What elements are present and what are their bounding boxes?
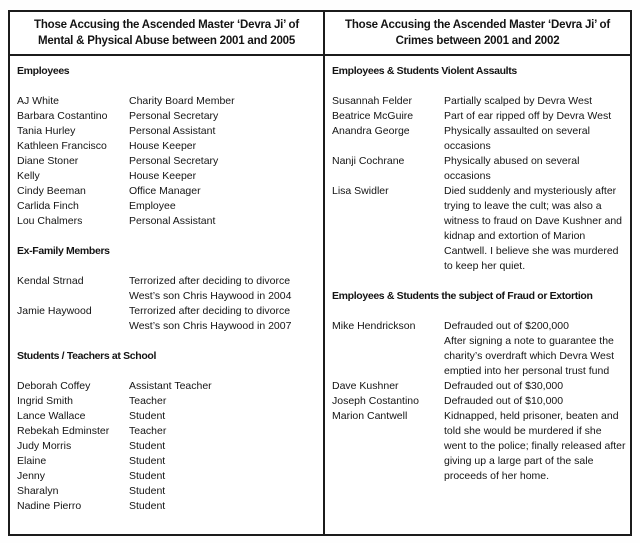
- section-students-teachers-at-school: [17, 349, 319, 514]
- description-line: Teacher: [129, 425, 167, 437]
- section-heading: Employees & Students the subject of Fraud or Extortion: [332, 290, 593, 302]
- column-left-title-line2: Mental & Physical Abuse between 2001 and 2005: [37, 35, 296, 47]
- description-line: Personal Secretary: [129, 110, 219, 122]
- table-row: [17, 409, 319, 424]
- person-description: [129, 499, 319, 514]
- table-row: [17, 139, 319, 154]
- description-line: Terrorized after deciding to divorce West’s son Chris Haywood in 2004: [129, 275, 292, 302]
- person-description: [129, 274, 319, 304]
- section-employees: [17, 64, 319, 229]
- table-row: [17, 274, 319, 304]
- column-left-title-line1: Those Accusing the Ascended Master ‘Devra Ji’ of: [34, 19, 299, 31]
- person-description: [129, 439, 319, 454]
- table-row: [332, 394, 626, 409]
- table-row: [17, 379, 319, 394]
- person-name: Mike Hendrickson: [332, 320, 416, 332]
- person-name: Susannah Felder: [332, 95, 412, 107]
- column-abuse-accusations: [10, 12, 325, 534]
- person-description: [129, 409, 319, 424]
- person-description: [129, 304, 319, 334]
- person-name: Nanji Cochrane: [332, 155, 405, 167]
- document-table: [8, 10, 632, 536]
- table-row: [17, 199, 319, 214]
- person-description: [444, 409, 626, 484]
- table-row: [17, 154, 319, 169]
- person-description: [129, 199, 319, 214]
- section-employees-students-the-subject-of-fraud-or-extortion: [332, 289, 626, 484]
- person-description: [129, 124, 319, 139]
- person-description: [129, 214, 319, 229]
- person-description: [444, 394, 626, 409]
- person-name: Nadine Pierro: [17, 500, 82, 512]
- person-name: Kathleen Francisco: [17, 140, 107, 152]
- description-line: Assistant Teacher: [129, 380, 212, 392]
- table-row: [332, 319, 626, 379]
- person-name: Tania Hurley: [17, 125, 76, 137]
- description-line: Student: [129, 440, 166, 452]
- table-row: [332, 154, 626, 184]
- person-name: Lou Chalmers: [17, 215, 83, 227]
- person-name: Ingrid Smith: [17, 395, 74, 407]
- description-line: Student: [129, 485, 166, 497]
- person-description: [444, 109, 626, 124]
- section-ex-family-members: [17, 244, 319, 334]
- description-line: Terrorized after deciding to divorce West’s son Chris Haywood in 2007: [129, 305, 292, 332]
- table-row: [332, 409, 626, 484]
- description-line: Student: [129, 470, 166, 482]
- description-line: Personal Secretary: [129, 155, 219, 167]
- table-row: [17, 109, 319, 124]
- description-line: Defrauded out of $30,000: [444, 380, 564, 392]
- description-line: Employee: [129, 200, 176, 212]
- column-right-title-line1: Those Accusing the Ascended Master ‘Devra Ji’ of: [345, 19, 610, 31]
- description-line: Physically abused on several occasions: [444, 155, 580, 182]
- person-name: Elaine: [17, 455, 47, 467]
- description-line: Office Manager: [129, 185, 201, 197]
- person-name: AJ White: [17, 95, 60, 107]
- table-row: [17, 214, 319, 229]
- table-row: [332, 124, 626, 154]
- person-name: Sharalyn: [17, 485, 59, 497]
- description-line: Died suddenly and mysteriously after trying to leave the cult; was also a witness to fraud on Dave Kushner and kidnap and extortion of Marion Cantwell. I believe she was murdered to keep her quiet.: [444, 185, 623, 272]
- person-name: Dave Kushner: [332, 380, 399, 392]
- table-row: [332, 379, 626, 394]
- description-line: Student: [129, 500, 166, 512]
- person-name: Jamie Haywood: [17, 305, 92, 317]
- column-right-header: [325, 12, 630, 56]
- person-description: [129, 424, 319, 439]
- column-left-header: [10, 12, 323, 56]
- description-line: Personal Assistant: [129, 215, 216, 227]
- section-employees-students-violent-assaults: [332, 64, 626, 274]
- column-right-title-line2: Crimes between 2001 and 2002: [395, 35, 560, 47]
- person-name: Kendal Strnad: [17, 275, 84, 287]
- person-name: Cindy Beeman: [17, 185, 86, 197]
- table-row: [332, 94, 626, 109]
- section-heading: Employees: [17, 65, 70, 77]
- description-line: House Keeper: [129, 140, 197, 152]
- description-line: House Keeper: [129, 170, 197, 182]
- description-line: Part of ear ripped off by Devra West: [444, 110, 612, 122]
- description-line: Defrauded out of $200,000: [444, 320, 569, 332]
- table-row: [17, 484, 319, 499]
- column-crime-accusations: [325, 12, 630, 534]
- table-row: [17, 184, 319, 199]
- person-description: [129, 394, 319, 409]
- description-line: Charity Board Member: [129, 95, 235, 107]
- person-name: Anandra George: [332, 125, 410, 137]
- table-row: [17, 304, 319, 334]
- person-name: Kelly: [17, 170, 40, 182]
- description-line: Student: [129, 455, 166, 467]
- description-line: Kidnapped, held prisoner, beaten and told she would be murdered if she went to the police; finally released after giving up a large part of the sale proceeds of her home.: [444, 410, 626, 482]
- section-heading: Students / Teachers at School: [17, 350, 157, 362]
- table-row: [17, 124, 319, 139]
- section-heading: Employees & Students Violent Assaults: [332, 65, 517, 77]
- table-row: [17, 439, 319, 454]
- column-left-body: [10, 56, 323, 534]
- person-description: [129, 169, 319, 184]
- section-heading: Ex-Family Members: [17, 245, 110, 257]
- column-right-body: [325, 56, 630, 534]
- description-line: Personal Assistant: [129, 125, 216, 137]
- person-name: Lisa Swidler: [332, 185, 389, 197]
- person-description: [129, 484, 319, 499]
- description-line: Physically assaulted on several occasions: [444, 125, 590, 152]
- person-description: [129, 379, 319, 394]
- person-description: [444, 379, 626, 394]
- person-description: [444, 124, 626, 154]
- table-row: [17, 424, 319, 439]
- description-line: Teacher: [129, 395, 167, 407]
- person-description: [129, 139, 319, 154]
- table-row: [17, 469, 319, 484]
- person-description: [444, 94, 626, 109]
- person-name: Joseph Costantino: [332, 395, 419, 407]
- person-description: [444, 154, 626, 184]
- person-description: [129, 454, 319, 469]
- person-description: [444, 184, 626, 274]
- person-description: [129, 94, 319, 109]
- description-line: After signing a note to guarantee the charity’s overdraft which Devra West emptied into her personal trust fund: [444, 335, 615, 377]
- person-description: [129, 154, 319, 169]
- table-row: [17, 169, 319, 184]
- table-row: [17, 499, 319, 514]
- person-name: Marion Cantwell: [332, 410, 408, 422]
- person-name: Rebekah Edminster: [17, 425, 110, 437]
- description-line: Student: [129, 410, 166, 422]
- person-description: [129, 469, 319, 484]
- person-description: [129, 184, 319, 199]
- table-row: [332, 184, 626, 274]
- table-row: [332, 109, 626, 124]
- description-line: Partially scalped by Devra West: [444, 95, 593, 107]
- table-row: [17, 94, 319, 109]
- table-row: [17, 454, 319, 469]
- person-name: Judy Morris: [17, 440, 72, 452]
- person-name: Carlida Finch: [17, 200, 79, 212]
- description-line: Defrauded out of $10,000: [444, 395, 564, 407]
- person-name: Beatrice McGuire: [332, 110, 414, 122]
- person-name: Jenny: [17, 470, 46, 482]
- person-description: [129, 109, 319, 124]
- table-row: [17, 394, 319, 409]
- person-description: [444, 319, 626, 379]
- person-name: Barbara Costantino: [17, 110, 108, 122]
- person-name: Diane Stoner: [17, 155, 79, 167]
- person-name: Lance Wallace: [17, 410, 86, 422]
- person-name: Deborah Coffey: [17, 380, 91, 392]
